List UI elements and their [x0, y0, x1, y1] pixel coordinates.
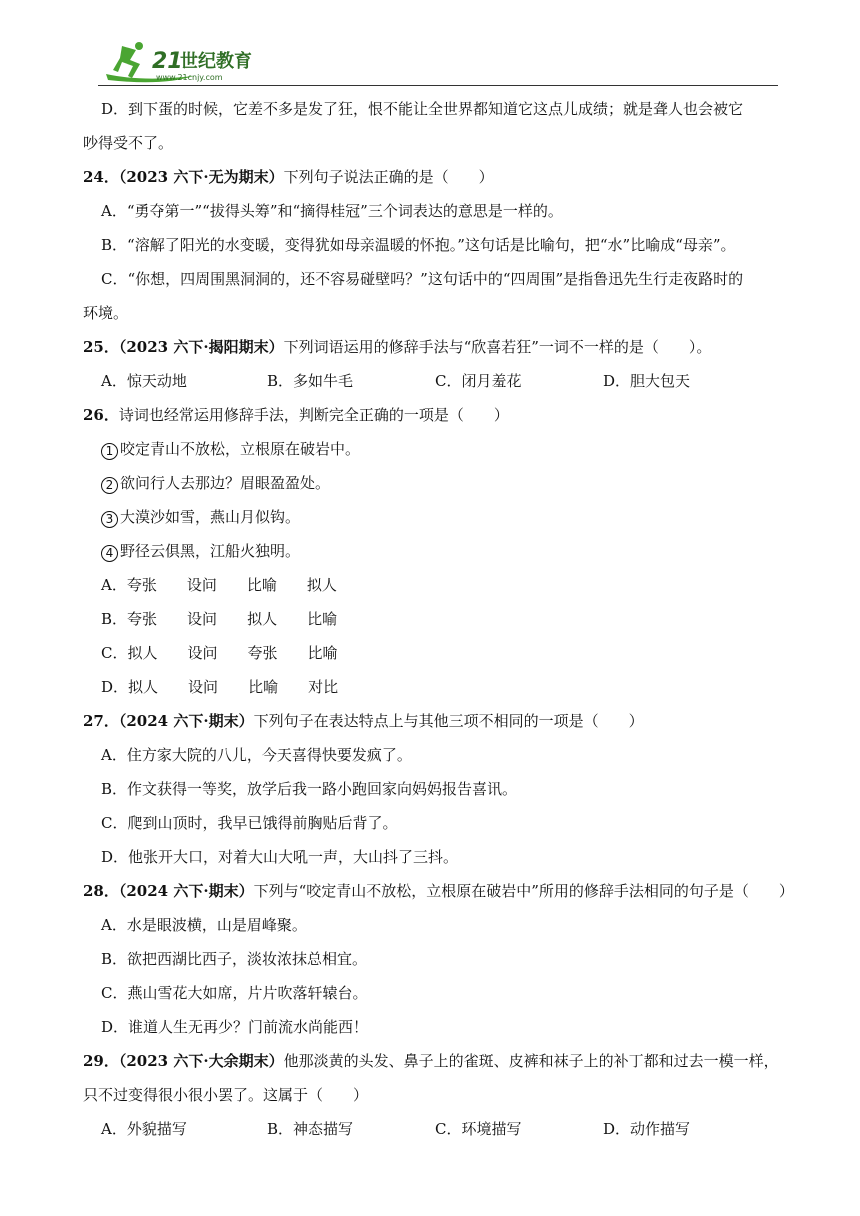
svg-text:www.21cnjy.com: www.21cnjy.com [156, 73, 223, 82]
q28-option-c: C．燕山雪花大如席，片片吹落轩辕台。 [101, 984, 368, 1002]
q25-option-d: D．胆大包天 [603, 372, 691, 390]
q29-option-b: B．神态描写 [267, 1120, 354, 1138]
q28-option-b: B．欲把西湖比西子，淡妆浓抹总相宜。 [101, 950, 368, 968]
q29-option-d: D．动作描写 [603, 1120, 691, 1138]
q28-option-a: A．水是眼波横，山是眉峰聚。 [101, 916, 307, 934]
q23-option-d-line1: D．到下蛋的时候，它差不多是发了狂，恨不能让全世界都知道它这点儿成绩；就是聋人也会被它 [101, 100, 744, 118]
q26-option-a: A．夸张 设问 比喻 拟人 [101, 576, 337, 594]
q26-option-c: C．拟人 设问 夸张 比喻 [101, 644, 338, 662]
q29-options [83, 1112, 783, 1146]
q25-option-b: B．多如牛毛 [267, 372, 354, 390]
q26-statement-1: 1 咬定青山不放松，立根原在破岩中。 [83, 432, 783, 466]
q26-statement-4: 4 野径云俱黑，江船火独明。 [83, 534, 783, 568]
svg-text:世纪教育: 世纪教育 [180, 51, 252, 72]
q26-stem: 26．诗词也经常运用修辞手法，判断完全正确的一项是（ ） [83, 406, 509, 424]
q25-stem: 25．（2023 六下·揭阳期末）下列词语运用的修辞手法与“欣喜若狂”一词不一样的是（ ）。 [83, 338, 712, 356]
header-rule [98, 85, 778, 86]
q29-stem-line2: 只不过变得很小很小罢了。这属于（ ） [83, 1086, 369, 1104]
q29-stem: 29．（2023 六下·大余期末）他那淡黄的头发、鼻子上的雀斑、皮裤和袜子上的补丁都和过去一模一样， [83, 1052, 779, 1070]
q26-statement-3: 3 大漠沙如雪，燕山月似钩。 [83, 500, 783, 534]
q24-option-b: B．“溶解了阳光的水变暖，变得犹如母亲温暖的怀抱。”这句话是比喻句，把“水”比喻成“母亲”。 [101, 236, 736, 254]
q23-option-d-line2: 吵得受不了。 [83, 134, 174, 152]
q26-option-b: B．夸张 设问 拟人 比喻 [101, 610, 338, 628]
q25-option-a: A．惊天动地 [101, 372, 187, 390]
q27-option-a: A．住方家大院的八儿，今天喜得快要发疯了。 [101, 746, 412, 764]
q25-options [83, 364, 783, 398]
question-list [83, 92, 794, 1146]
q24-option-a: A．“勇夺第一”“拔得头筹”和“摘得桂冠”三个词表达的意思是一样的。 [101, 202, 563, 220]
q27-stem: 27．（2024 六下·期末）下列句子在表达特点上与其他三项不相同的一项是（ ） [83, 712, 644, 730]
q24-stem: 24．（2023 六下·无为期末）下列句子说法正确的是（ ） [83, 168, 494, 186]
q25-option-c: C．闭月羞花 [435, 372, 522, 390]
q26-option-d: D．拟人 设问 比喻 对比 [101, 678, 339, 696]
page-header [98, 38, 778, 88]
q28-stem: 28．（2024 六下·期末）下列与“咬定青山不放松，立根原在破岩中”所用的修辞手法相同的句子是（ ） [83, 882, 794, 900]
q27-option-d: D．他张开大口，对着大山大吼一声，大山抖了三抖。 [101, 848, 459, 866]
q27-option-b: B．作文获得一等奖，放学后我一路小跑回家向妈妈报告喜讯。 [101, 780, 518, 798]
q24-option-c-line1: C．“你想，四周围黑洞洞的，还不容易碰壁吗？”这句话中的“四周围”是指鲁迅先生行走夜路时的 [101, 270, 744, 288]
q26-statement-2: 2 欲问行人去那边？眉眼盈盈处。 [83, 466, 783, 500]
q24-option-c-line2: 环境。 [83, 304, 129, 322]
logo-21cnjy [102, 40, 272, 84]
q28-option-d: D．谁道人生无再少？门前流水尚能西！ [101, 1018, 369, 1036]
q27-option-c: C．爬到山顶时，我早已饿得前胸贴后背了。 [101, 814, 398, 832]
q29-option-c: C．环境描写 [435, 1120, 522, 1138]
svg-text:21: 21 [152, 49, 183, 74]
q29-option-a: A．外貌描写 [101, 1120, 187, 1138]
